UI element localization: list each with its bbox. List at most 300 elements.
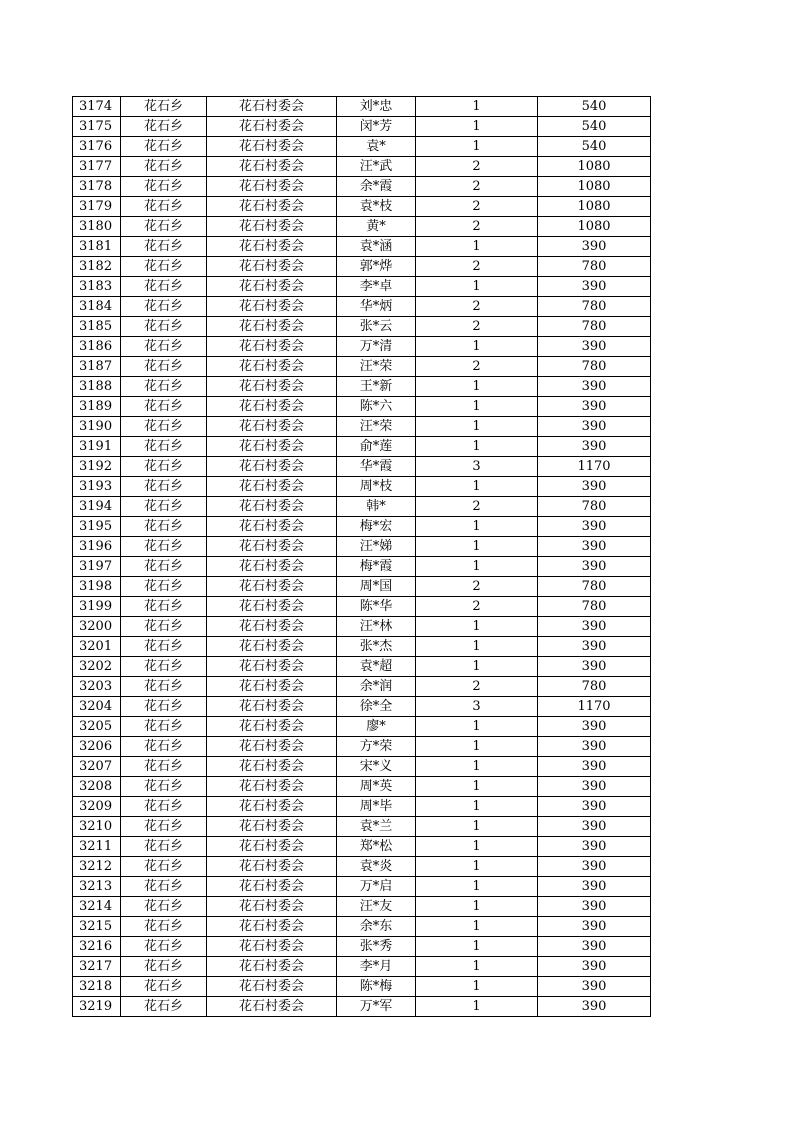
- table-row: [73, 517, 651, 537]
- person-name-cell: 万*清: [337, 337, 416, 357]
- row-number-cell: 3191: [73, 437, 121, 457]
- township-cell: 花石乡: [121, 217, 207, 237]
- household-count-cell: 1: [416, 437, 538, 457]
- person-name-cell: 汪*荣: [337, 357, 416, 377]
- village-committee-cell: 花石村委会: [207, 357, 337, 377]
- table-row: [73, 757, 651, 777]
- row-number-cell: 3184: [73, 297, 121, 317]
- table-row: [73, 297, 651, 317]
- row-number-cell: 3190: [73, 417, 121, 437]
- table-row: [73, 617, 651, 637]
- amount-cell: 540: [538, 137, 651, 157]
- household-count-cell: 2: [416, 257, 538, 277]
- village-committee-cell: 花石村委会: [207, 217, 337, 237]
- household-count-cell: 2: [416, 497, 538, 517]
- row-number-cell: 3186: [73, 337, 121, 357]
- row-number-cell: 3179: [73, 197, 121, 217]
- township-cell: 花石乡: [121, 717, 207, 737]
- village-committee-cell: 花石村委会: [207, 497, 337, 517]
- amount-cell: 390: [538, 557, 651, 577]
- township-cell: 花石乡: [121, 777, 207, 797]
- amount-cell: 390: [538, 617, 651, 637]
- table-row: [73, 197, 651, 217]
- household-count-cell: 1: [416, 417, 538, 437]
- township-cell: 花石乡: [121, 617, 207, 637]
- table-row: [73, 777, 651, 797]
- household-count-cell: 1: [416, 917, 538, 937]
- village-committee-cell: 花石村委会: [207, 937, 337, 957]
- person-name-cell: 袁*炎: [337, 857, 416, 877]
- village-committee-cell: 花石村委会: [207, 177, 337, 197]
- village-committee-cell: 花石村委会: [207, 417, 337, 437]
- table-row: [73, 537, 651, 557]
- table-row: [73, 377, 651, 397]
- township-cell: 花石乡: [121, 677, 207, 697]
- household-count-cell: 3: [416, 697, 538, 717]
- table-row: [73, 797, 651, 817]
- amount-cell: 390: [538, 757, 651, 777]
- table-row: [73, 397, 651, 417]
- village-committee-cell: 花石村委会: [207, 577, 337, 597]
- row-number-cell: 3189: [73, 397, 121, 417]
- village-committee-cell: 花石村委会: [207, 157, 337, 177]
- person-name-cell: 周*英: [337, 777, 416, 797]
- table-row: [73, 897, 651, 917]
- village-committee-cell: 花石村委会: [207, 877, 337, 897]
- row-number-cell: 3200: [73, 617, 121, 637]
- person-name-cell: 陈*六: [337, 397, 416, 417]
- person-name-cell: 陈*梅: [337, 977, 416, 997]
- household-count-cell: 1: [416, 137, 538, 157]
- amount-cell: 780: [538, 497, 651, 517]
- amount-cell: 390: [538, 877, 651, 897]
- amount-cell: 390: [538, 777, 651, 797]
- township-cell: 花石乡: [121, 997, 207, 1017]
- village-committee-cell: 花石村委会: [207, 277, 337, 297]
- amount-cell: 390: [538, 817, 651, 837]
- amount-cell: 1170: [538, 457, 651, 477]
- table-row: [73, 137, 651, 157]
- person-name-cell: 王*新: [337, 377, 416, 397]
- table-row: [73, 457, 651, 477]
- row-number-cell: 3214: [73, 897, 121, 917]
- village-committee-cell: 花石村委会: [207, 757, 337, 777]
- person-name-cell: 万*军: [337, 997, 416, 1017]
- village-committee-cell: 花石村委会: [207, 477, 337, 497]
- township-cell: 花石乡: [121, 877, 207, 897]
- row-number-cell: 3198: [73, 577, 121, 597]
- person-name-cell: 徐*全: [337, 697, 416, 717]
- row-number-cell: 3201: [73, 637, 121, 657]
- row-number-cell: 3192: [73, 457, 121, 477]
- household-count-cell: 1: [416, 277, 538, 297]
- amount-cell: 390: [538, 657, 651, 677]
- person-name-cell: 李*月: [337, 957, 416, 977]
- row-number-cell: 3197: [73, 557, 121, 577]
- row-number-cell: 3199: [73, 597, 121, 617]
- amount-cell: 1080: [538, 177, 651, 197]
- person-name-cell: 汪*林: [337, 617, 416, 637]
- person-name-cell: 梅*宏: [337, 517, 416, 537]
- person-name-cell: 汪*武: [337, 157, 416, 177]
- table-row: [73, 997, 651, 1017]
- household-count-cell: 2: [416, 577, 538, 597]
- amount-cell: 390: [538, 377, 651, 397]
- person-name-cell: 袁*涵: [337, 237, 416, 257]
- row-number-cell: 3188: [73, 377, 121, 397]
- household-count-cell: 1: [416, 977, 538, 997]
- row-number-cell: 3174: [73, 97, 121, 117]
- person-name-cell: 俞*莲: [337, 437, 416, 457]
- amount-cell: 780: [538, 297, 651, 317]
- row-number-cell: 3202: [73, 657, 121, 677]
- table-row: [73, 637, 651, 657]
- row-number-cell: 3181: [73, 237, 121, 257]
- township-cell: 花石乡: [121, 517, 207, 537]
- table-row: [73, 917, 651, 937]
- row-number-cell: 3215: [73, 917, 121, 937]
- person-name-cell: 袁*: [337, 137, 416, 157]
- township-cell: 花石乡: [121, 797, 207, 817]
- household-count-cell: 2: [416, 297, 538, 317]
- village-committee-cell: 花石村委会: [207, 397, 337, 417]
- township-cell: 花石乡: [121, 577, 207, 597]
- subsidy-table: [72, 96, 651, 1017]
- amount-cell: 390: [538, 937, 651, 957]
- township-cell: 花石乡: [121, 317, 207, 337]
- table-row: [73, 557, 651, 577]
- village-committee-cell: 花石村委会: [207, 257, 337, 277]
- amount-cell: 390: [538, 997, 651, 1017]
- township-cell: 花石乡: [121, 597, 207, 617]
- table-row: [73, 877, 651, 897]
- table-row: [73, 677, 651, 697]
- village-committee-cell: 花石村委会: [207, 977, 337, 997]
- household-count-cell: 1: [416, 797, 538, 817]
- household-count-cell: 1: [416, 737, 538, 757]
- table-row: [73, 957, 651, 977]
- row-number-cell: 3183: [73, 277, 121, 297]
- household-count-cell: 1: [416, 377, 538, 397]
- table-row: [73, 437, 651, 457]
- village-committee-cell: 花石村委会: [207, 677, 337, 697]
- household-count-cell: 2: [416, 197, 538, 217]
- person-name-cell: 余*东: [337, 917, 416, 937]
- row-number-cell: 3204: [73, 697, 121, 717]
- row-number-cell: 3210: [73, 817, 121, 837]
- household-count-cell: 1: [416, 897, 538, 917]
- amount-cell: 390: [538, 417, 651, 437]
- household-count-cell: 2: [416, 597, 538, 617]
- amount-cell: 780: [538, 597, 651, 617]
- household-count-cell: 2: [416, 317, 538, 337]
- village-committee-cell: 花石村委会: [207, 717, 337, 737]
- amount-cell: 1080: [538, 217, 651, 237]
- person-name-cell: 袁*枝: [337, 197, 416, 217]
- household-count-cell: 1: [416, 397, 538, 417]
- township-cell: 花石乡: [121, 917, 207, 937]
- person-name-cell: 刘*忠: [337, 97, 416, 117]
- row-number-cell: 3180: [73, 217, 121, 237]
- table-row: [73, 257, 651, 277]
- household-count-cell: 2: [416, 357, 538, 377]
- person-name-cell: 张*秀: [337, 937, 416, 957]
- household-count-cell: 1: [416, 477, 538, 497]
- village-committee-cell: 花石村委会: [207, 537, 337, 557]
- person-name-cell: 闵*芳: [337, 117, 416, 137]
- row-number-cell: 3182: [73, 257, 121, 277]
- township-cell: 花石乡: [121, 497, 207, 517]
- village-committee-cell: 花石村委会: [207, 137, 337, 157]
- row-number-cell: 3212: [73, 857, 121, 877]
- person-name-cell: 万*启: [337, 877, 416, 897]
- amount-cell: 390: [538, 857, 651, 877]
- table-row: [73, 317, 651, 337]
- table-row: [73, 97, 651, 117]
- table-row: [73, 497, 651, 517]
- person-name-cell: 郑*松: [337, 837, 416, 857]
- person-name-cell: 张*杰: [337, 637, 416, 657]
- township-cell: 花石乡: [121, 837, 207, 857]
- table-row: [73, 477, 651, 497]
- amount-cell: 390: [538, 717, 651, 737]
- village-committee-cell: 花石村委会: [207, 117, 337, 137]
- row-number-cell: 3219: [73, 997, 121, 1017]
- amount-cell: 390: [538, 437, 651, 457]
- village-committee-cell: 花石村委会: [207, 617, 337, 637]
- amount-cell: 390: [538, 737, 651, 757]
- household-count-cell: 1: [416, 757, 538, 777]
- township-cell: 花石乡: [121, 197, 207, 217]
- row-number-cell: 3185: [73, 317, 121, 337]
- person-name-cell: 廖*: [337, 717, 416, 737]
- amount-cell: 780: [538, 577, 651, 597]
- table-row: [73, 977, 651, 997]
- household-count-cell: 1: [416, 517, 538, 537]
- row-number-cell: 3206: [73, 737, 121, 757]
- village-committee-cell: 花石村委会: [207, 737, 337, 757]
- table-row: [73, 837, 651, 857]
- amount-cell: 390: [538, 897, 651, 917]
- person-name-cell: 余*霞: [337, 177, 416, 197]
- household-count-cell: 2: [416, 217, 538, 237]
- township-cell: 花石乡: [121, 697, 207, 717]
- village-committee-cell: 花石村委会: [207, 197, 337, 217]
- township-cell: 花石乡: [121, 337, 207, 357]
- row-number-cell: 3176: [73, 137, 121, 157]
- township-cell: 花石乡: [121, 377, 207, 397]
- person-name-cell: 华*霞: [337, 457, 416, 477]
- household-count-cell: 2: [416, 677, 538, 697]
- village-committee-cell: 花石村委会: [207, 297, 337, 317]
- person-name-cell: 韩*: [337, 497, 416, 517]
- village-committee-cell: 花石村委会: [207, 637, 337, 657]
- person-name-cell: 梅*霞: [337, 557, 416, 577]
- township-cell: 花石乡: [121, 897, 207, 917]
- village-committee-cell: 花石村委会: [207, 237, 337, 257]
- amount-cell: 780: [538, 257, 651, 277]
- household-count-cell: 3: [416, 457, 538, 477]
- township-cell: 花石乡: [121, 137, 207, 157]
- amount-cell: 540: [538, 117, 651, 137]
- table-row: [73, 417, 651, 437]
- table-row: [73, 237, 651, 257]
- township-cell: 花石乡: [121, 557, 207, 577]
- village-committee-cell: 花石村委会: [207, 657, 337, 677]
- person-name-cell: 郭*烨: [337, 257, 416, 277]
- row-number-cell: 3209: [73, 797, 121, 817]
- household-count-cell: 1: [416, 717, 538, 737]
- table-row: [73, 337, 651, 357]
- person-name-cell: 周*国: [337, 577, 416, 597]
- household-count-cell: 1: [416, 837, 538, 857]
- household-count-cell: 1: [416, 777, 538, 797]
- village-committee-cell: 花石村委会: [207, 517, 337, 537]
- person-name-cell: 袁*超: [337, 657, 416, 677]
- village-committee-cell: 花石村委会: [207, 797, 337, 817]
- township-cell: 花石乡: [121, 277, 207, 297]
- village-committee-cell: 花石村委会: [207, 337, 337, 357]
- township-cell: 花石乡: [121, 957, 207, 977]
- village-committee-cell: 花石村委会: [207, 697, 337, 717]
- household-count-cell: 1: [416, 817, 538, 837]
- household-count-cell: 1: [416, 237, 538, 257]
- amount-cell: 1080: [538, 197, 651, 217]
- amount-cell: 390: [538, 917, 651, 937]
- row-number-cell: 3207: [73, 757, 121, 777]
- household-count-cell: 1: [416, 957, 538, 977]
- row-number-cell: 3218: [73, 977, 121, 997]
- amount-cell: 390: [538, 277, 651, 297]
- table-body: [73, 97, 651, 1017]
- township-cell: 花石乡: [121, 817, 207, 837]
- household-count-cell: 2: [416, 157, 538, 177]
- township-cell: 花石乡: [121, 297, 207, 317]
- household-count-cell: 1: [416, 657, 538, 677]
- person-name-cell: 余*润: [337, 677, 416, 697]
- row-number-cell: 3217: [73, 957, 121, 977]
- table-row: [73, 357, 651, 377]
- household-count-cell: 1: [416, 557, 538, 577]
- person-name-cell: 汪*友: [337, 897, 416, 917]
- township-cell: 花石乡: [121, 857, 207, 877]
- village-committee-cell: 花石村委会: [207, 557, 337, 577]
- township-cell: 花石乡: [121, 257, 207, 277]
- row-number-cell: 3205: [73, 717, 121, 737]
- table-row: [73, 857, 651, 877]
- household-count-cell: 1: [416, 617, 538, 637]
- amount-cell: 390: [538, 797, 651, 817]
- township-cell: 花石乡: [121, 757, 207, 777]
- person-name-cell: 华*炳: [337, 297, 416, 317]
- village-committee-cell: 花石村委会: [207, 917, 337, 937]
- village-committee-cell: 花石村委会: [207, 817, 337, 837]
- amount-cell: 390: [538, 517, 651, 537]
- row-number-cell: 3195: [73, 517, 121, 537]
- village-committee-cell: 花石村委会: [207, 317, 337, 337]
- household-count-cell: 1: [416, 537, 538, 557]
- amount-cell: 390: [538, 397, 651, 417]
- person-name-cell: 袁*兰: [337, 817, 416, 837]
- person-name-cell: 方*荣: [337, 737, 416, 757]
- person-name-cell: 黄*: [337, 217, 416, 237]
- township-cell: 花石乡: [121, 97, 207, 117]
- amount-cell: 390: [538, 977, 651, 997]
- household-count-cell: 2: [416, 177, 538, 197]
- amount-cell: 540: [538, 97, 651, 117]
- village-committee-cell: 花石村委会: [207, 437, 337, 457]
- person-name-cell: 张*云: [337, 317, 416, 337]
- household-count-cell: 1: [416, 997, 538, 1017]
- amount-cell: 390: [538, 477, 651, 497]
- row-number-cell: 3177: [73, 157, 121, 177]
- person-name-cell: 周*枝: [337, 477, 416, 497]
- amount-cell: 390: [538, 957, 651, 977]
- row-number-cell: 3203: [73, 677, 121, 697]
- person-name-cell: 宋*义: [337, 757, 416, 777]
- household-count-cell: 1: [416, 937, 538, 957]
- village-committee-cell: 花石村委会: [207, 857, 337, 877]
- village-committee-cell: 花石村委会: [207, 777, 337, 797]
- table-row: [73, 817, 651, 837]
- table-row: [73, 217, 651, 237]
- row-number-cell: 3208: [73, 777, 121, 797]
- table-row: [73, 697, 651, 717]
- table-row: [73, 117, 651, 137]
- person-name-cell: 李*卓: [337, 277, 416, 297]
- table-row: [73, 597, 651, 617]
- village-committee-cell: 花石村委会: [207, 597, 337, 617]
- person-name-cell: 陈*华: [337, 597, 416, 617]
- row-number-cell: 3216: [73, 937, 121, 957]
- household-count-cell: 1: [416, 637, 538, 657]
- person-name-cell: 周*毕: [337, 797, 416, 817]
- table-row: [73, 157, 651, 177]
- table-row: [73, 277, 651, 297]
- village-committee-cell: 花石村委会: [207, 377, 337, 397]
- table-row: [73, 737, 651, 757]
- township-cell: 花石乡: [121, 737, 207, 757]
- amount-cell: 390: [538, 237, 651, 257]
- household-count-cell: 1: [416, 877, 538, 897]
- village-committee-cell: 花石村委会: [207, 97, 337, 117]
- row-number-cell: 3213: [73, 877, 121, 897]
- household-count-cell: 1: [416, 857, 538, 877]
- amount-cell: 1080: [538, 157, 651, 177]
- township-cell: 花石乡: [121, 417, 207, 437]
- township-cell: 花石乡: [121, 537, 207, 557]
- row-number-cell: 3193: [73, 477, 121, 497]
- row-number-cell: 3178: [73, 177, 121, 197]
- person-name-cell: 汪*娣: [337, 537, 416, 557]
- amount-cell: 1170: [538, 697, 651, 717]
- table-row: [73, 937, 651, 957]
- amount-cell: 390: [538, 337, 651, 357]
- row-number-cell: 3196: [73, 537, 121, 557]
- township-cell: 花石乡: [121, 477, 207, 497]
- amount-cell: 780: [538, 677, 651, 697]
- row-number-cell: 3194: [73, 497, 121, 517]
- amount-cell: 390: [538, 637, 651, 657]
- amount-cell: 780: [538, 357, 651, 377]
- township-cell: 花石乡: [121, 657, 207, 677]
- township-cell: 花石乡: [121, 237, 207, 257]
- row-number-cell: 3187: [73, 357, 121, 377]
- village-committee-cell: 花石村委会: [207, 897, 337, 917]
- township-cell: 花石乡: [121, 637, 207, 657]
- amount-cell: 780: [538, 317, 651, 337]
- row-number-cell: 3211: [73, 837, 121, 857]
